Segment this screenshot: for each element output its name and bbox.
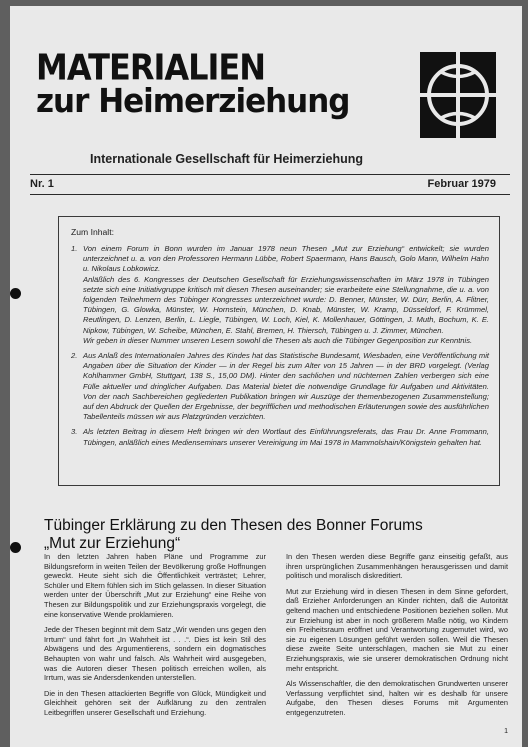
page-number: 1 [504,728,508,735]
article-column-left [44,552,266,724]
contents-paragraph: Anläßlich des 6. Kongresses der Deutschen Gesellschaft für Erziehungswissenschaften im März 1978 in Tübingen setzte sich eine Initiativgruppe kritisch mit diesen Thesen auseinander; sie erarbeitete eine Stellungnahme, die u. a. von folgenden Teilnehmern des Tübinger Kongresses unterzeichnet wurde: D. Benner, Münster, W. Dürr, Berlin, A. Flitner, Tübingen, G. Glowka, Münster, W. Hornstein, München, D. Knab, Münster, W. Kramp, Düsseldorf, F. Krümmel, Reutlingen, D. Lenzen, Berlin, L. Liegle, Tübingen, W. Loch, Kiel, K. Mollenhauer, Göttingen, J. Muth, Bochum, K. E. Nipkow, Tübingen, W. Scheibe, München, E. Stahl, Bremen, H. Thiersch, Tübingen u. J. Zimmer, München. [83,274,489,335]
contents-item-body [83,351,489,422]
masthead-title-line2: zur Heimerziehung [36,82,350,121]
issue-line [30,178,510,190]
article-headline [44,517,423,553]
article-paragraph: Mut zur Erziehung wird in diesen Thesen in dem Sinne gefordert, daß Erzieher Anforderungen an Kinder richten, daß die Autorität geltend machen und entschiedene Positionen beziehen sollen. Mut zur Erziehung ist aber in noch größerem Maße nötig, wo Kindern ein Freiheitsraum eröffnet und Verantwortung zugemutet wird, wo sie zu eigenen Lösungen geführt werden sollen. Weil die Thesen diese zweite Seite unterschlagen, machen sie Mut zu einer Erziehungspraxis, wie sie unserer demokratischen Ordnung nicht mehr entspricht. [286,586,508,673]
punch-hole-bottom [10,542,21,553]
masthead-title-line1: MATERIALIEN [36,46,266,89]
article-paragraph: Als Wissenschaftler, die den demokratischen Grundwerten unserer Verfassung verpflichtet sind, halten wir es deshalb für unsere Aufgabe, den Thesen dieses Forums mit Argumenten entgegenzutreten. [286,679,508,717]
contents-item [71,351,489,422]
contents-paragraph: Wir geben in dieser Nummer unseren Lesern sowohl die Thesen als auch die Tübinger Gegenposition zur Kenntnis. [83,335,473,345]
contents-paragraph: Von einem Forum in Bonn wurden im Januar 1978 neun Thesen „Mut zur Erziehung“ entwickelt; sie wurden unterzeichnet u. a. von den Professoren Hermann Lübbe, Robert Spaermann, Hans Bausch, Golo Mann, Wilhelm Hahn u. Nikolaus Lobkowicz. [83,244,489,274]
masthead-subtitle: Internationale Gesellschaft für Heimerziehung [90,152,363,166]
issue-number: Nr. 1 [30,178,54,190]
document-page [10,6,522,747]
contents-list [71,244,489,448]
article-column-right [286,552,508,724]
contents-paragraph: Als letzten Beitrag in diesem Heft bringen wir den Wortlaut des Einführungsreferats, das Frau Dr. Anne Frommann, Tübingen, anläßlich eines Medienseminars unserer Vereinigung im Mai 1978 in Mammolshain/Königstein gehalten hat. [83,427,489,447]
punch-hole-top [10,288,21,299]
article-paragraph: In den letzten Jahren haben Pläne und Programme zur Bildungsreform in weiten Teilen der Bevölkerung große Hoffnungen geweckt. Heute sieht sich die Öffentlichkeit verträstet; Lehrer, Schüler und Eltern fühlen sich im Stich gelassen. In dieser Situation werden unter der Überschrift „Mut zur Erziehung“ eine Reihe von Thesen zur Bildungspolitik und zur Erziehungspraxis vorgelegt, die eine konservative Wende proklamieren. [44,552,266,619]
header-rule-bottom [30,194,510,195]
contents-item [71,244,489,346]
contents-paragraph: Aus Anlaß des Internationalen Jahres des Kindes hat das Statistische Bundesamt, Wiesbaden, eine Veröffentlichung mit Angaben über die Situation der Kinder — in der Regel bis zum Alter von 15 Jahren — in der BRD vorgelegt. (Verlag Kohlhammer GmbH, Stuttgart, 138 S., 15,00 DM). Hinter den sachlichen und nüchternen Zahlen verbergen sich eine Fülle aktueller und dringlicher Aufgaben. Das Material bietet die notwendige Grundlage für Aufgaben und Aktivitäten. Von der nach Sachbereichen gegliederten Publikation bringen wir Auszüge der themenbezogenen Zusammenstellung; auf den Abdruck der Quellen der Ergebnisse, der begrifflichen und methodischen Erläuterungen sowie des ausführlichen Tabellenteils müssen wir aus Platzgründen verzichten. [83,351,489,422]
article-headline-line2: „Mut zur Erziehung“ [44,535,181,552]
article-paragraph: In den Thesen werden diese Begriffe ganz einseitig gefaßt, aus ihren ursprünglichen Zusammenhängen herausgerissen und damit politisch und moralisch diskreditiert. [286,552,508,581]
contents-item-body [83,427,489,447]
article-paragraph: Jede der Thesen beginnt mit dem Satz „Wir wenden uns gegen den Irrtum“ und fährt fort „In Wahrheit ist . . .“. Dies ist kein Stil des Abwägens und des Argumentierens, sondern ein dogmatisches Behaupten von wahr und falsch. Als Wahrheit wird ausgegeben, was die Autoren dieser Thesen politisch erreichen wollen, als Irrtum, was sie Andersdenkenden unterstellen. [44,625,266,683]
contents-item-number: 3. [71,427,78,437]
contents-item-number: 2. [71,351,78,361]
article-paragraph: Die in den Thesen attackierten Begriffe von Glück, Mündigkeit und Gleichheit gehören seit der Aufklärung zu den zentralen Leitbegriffen unserer Gesellschaft und Erziehung. [44,688,266,717]
article-headline-line1: Tübinger Erklärung zu den Thesen des Bonner Forums [44,517,423,534]
contents-item [71,427,489,447]
issue-date: Februar 1979 [427,178,496,190]
contents-item-number: 1. [71,244,78,253]
contents-box [58,216,500,486]
contents-title: Zum Inhalt: [71,227,114,237]
globe-logo-icon [420,52,496,138]
contents-item-body [83,244,489,346]
header-rule-top [30,174,510,175]
